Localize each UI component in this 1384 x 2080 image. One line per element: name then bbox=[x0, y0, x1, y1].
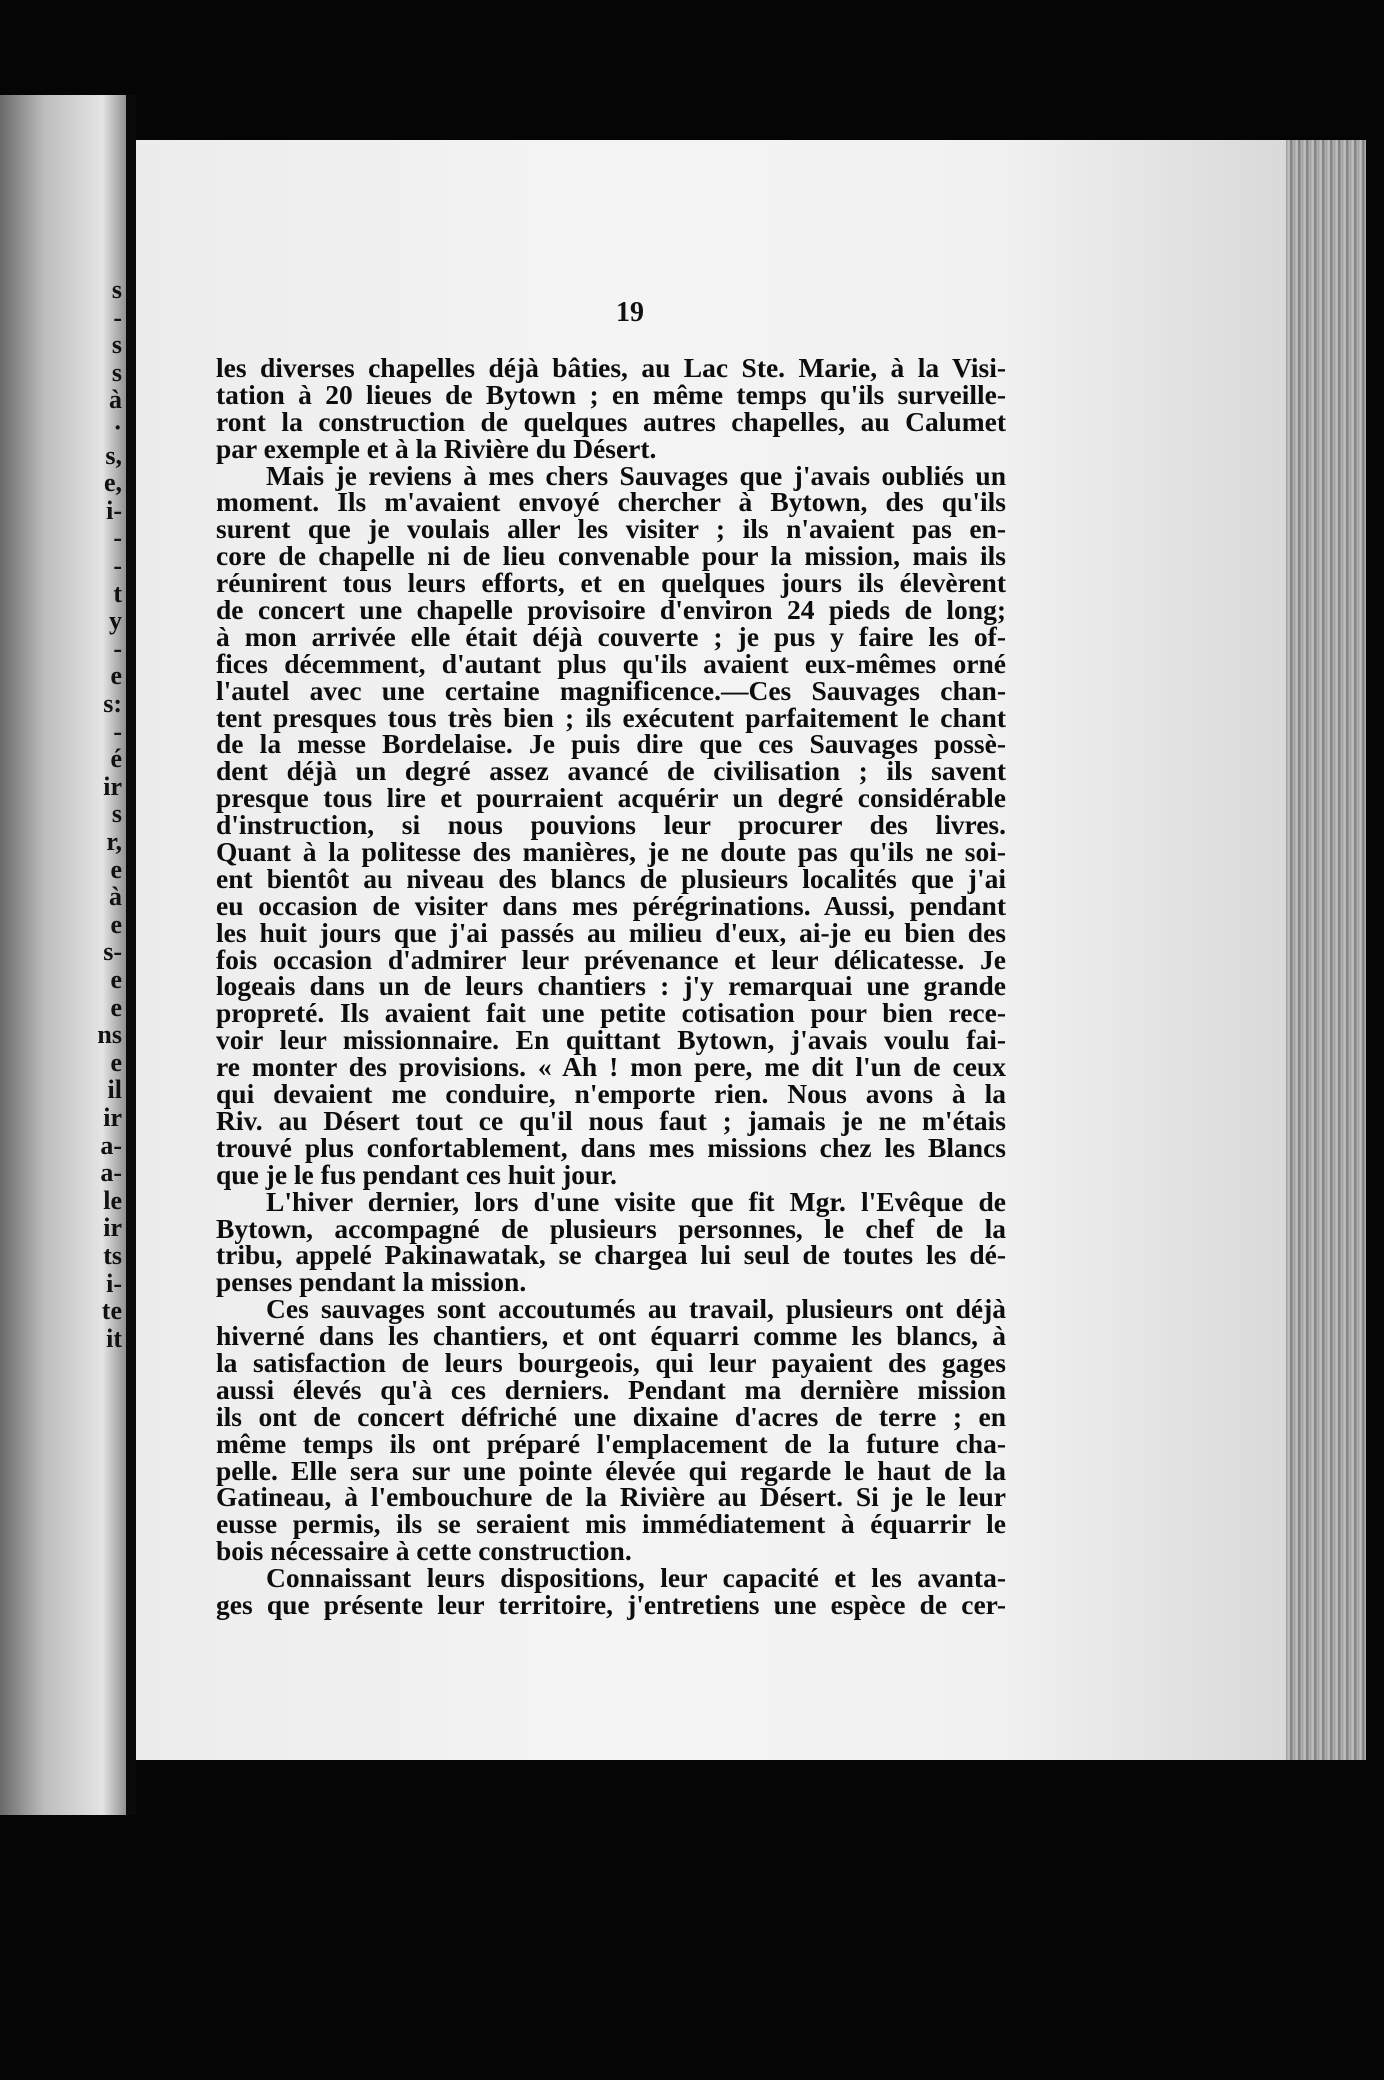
text-line: hiverné dans les chantiers, et ont équarri comme les blancs, à bbox=[216, 1320, 1006, 1352]
text-line: qui devaient me conduire, n'emporte rien. Nous avons à la bbox=[216, 1078, 1006, 1110]
text-line: les huit jours que j'ai passés au milieu d'eux, ai-je eu bien des bbox=[216, 916, 1006, 948]
text-line: ent bientôt au niveau des blancs de plusieurs localités que j'ai bbox=[216, 862, 1006, 894]
text-line: d'instruction, si nous pouvions leur procurer des livres. bbox=[216, 809, 1006, 841]
text-line: Riv. au Désert tout ce qu'il nous faut ; jamais je ne m'étais bbox=[216, 1104, 1006, 1136]
text-line: core de chapelle ni de lieu convenable pour la mission, mais ils bbox=[216, 540, 1006, 572]
text-line: surent que je voulais aller les visiter ; ils n'avaient pas en- bbox=[216, 513, 1006, 545]
left-page-fragment: it bbox=[106, 1323, 122, 1353]
left-page-fragment: ir bbox=[103, 1213, 122, 1243]
text-line: de concert une chapelle provisoire d'environ 24 pieds de long; bbox=[216, 594, 1006, 626]
left-page-fragment: à bbox=[109, 882, 122, 912]
left-page-fragment: ir bbox=[103, 771, 122, 801]
text-line: par exemple et à la Rivière du Désert. bbox=[216, 432, 657, 464]
left-page-fragment: y bbox=[109, 606, 122, 636]
text-line: bois nécessaire à cette construction. bbox=[216, 1535, 632, 1567]
left-page-fragment: ir bbox=[103, 1103, 122, 1132]
text-line: à mon arrivée elle était déjà couverte ; je pus y faire les of- bbox=[216, 620, 1006, 652]
text-line: la satisfaction de leurs bourgeois, qui leur payaient des gages bbox=[216, 1346, 1006, 1378]
text-line: Ces sauvages sont accoutumés au travail, plusieurs ont déjà bbox=[266, 1293, 1006, 1325]
left-page-fragment: e bbox=[110, 854, 122, 884]
left-page-fragment: - bbox=[113, 523, 122, 553]
left-page-fragment: é bbox=[110, 744, 122, 774]
text-line: eu occasion de visiter dans mes pérégrinations. Aussi, pendant bbox=[216, 889, 1006, 921]
text-line: réunirent tous leurs efforts, et en quelques jours ils élevèrent bbox=[216, 567, 1006, 599]
left-page-fragment: s bbox=[111, 275, 122, 304]
left-page-edge bbox=[0, 95, 128, 1815]
text-line: penses pendant la mission. bbox=[216, 1266, 527, 1298]
text-line: trouvé plus confortablement, dans mes missions chez les Blancs bbox=[216, 1131, 1006, 1163]
left-page-fragment: s- bbox=[103, 937, 122, 967]
text-line: Connaissant leurs dispositions, leur capacité et les avanta- bbox=[266, 1562, 1006, 1594]
left-page-fragment: e bbox=[110, 661, 122, 691]
left-page-fragment: - bbox=[113, 633, 122, 663]
text-line: Quant à la politesse des manières, je ne doute pas qu'ils ne soi- bbox=[216, 836, 1006, 868]
text-line: logeais dans un de leurs chantiers : j'y remarquai une grande bbox=[216, 970, 1006, 1002]
text-line: ront la construction de quelques autres chapelles, au Calumet bbox=[216, 405, 1006, 437]
text-line: Mais je reviens à mes chers Sauvages que j'avais oubliés un bbox=[266, 459, 1006, 491]
text-line: re monter des provisions. « Ah ! mon pere, me dit l'un de ceux bbox=[216, 1051, 1006, 1083]
left-page-fragment: - bbox=[113, 551, 122, 580]
text-line: que je le fus pendant ces huit jour. bbox=[216, 1158, 617, 1190]
left-page-fragment: e bbox=[110, 909, 122, 939]
left-page-fragment: s bbox=[111, 330, 122, 360]
left-page-fragment: a- bbox=[100, 1158, 122, 1188]
left-page-fragment: ns bbox=[97, 1020, 122, 1050]
left-page-fragment: - bbox=[113, 302, 122, 332]
text-line: Gatineau, à l'embouchure de la Rivière au Désert. Si je le leur bbox=[216, 1481, 1006, 1513]
text-line: fices décemment, d'autant plus qu'ils avaient eux-mêmes orné bbox=[216, 647, 1006, 679]
page-stack-edge bbox=[1286, 140, 1366, 1760]
page-number: 19 bbox=[616, 297, 644, 328]
left-page-fragment: a- bbox=[100, 1130, 122, 1160]
text-line: de la messe Bordelaise. Je puis dire que ces Sauvages possè- bbox=[216, 728, 1006, 760]
text-line: moment. Ils m'avaient envoyé chercher à Bytown, des qu'ils bbox=[216, 486, 1006, 518]
left-page-fragment: - bbox=[113, 716, 122, 746]
left-page-fragment: s: bbox=[103, 689, 122, 718]
text-line: tent presques tous très bien ; ils exécutent parfaitement le chant bbox=[216, 701, 1006, 733]
body-text bbox=[216, 352, 1006, 1620]
left-page-fragment: s bbox=[111, 799, 122, 829]
text-line: tation à 20 lieues de Bytown ; en même temps qu'ils surveille- bbox=[216, 378, 1006, 410]
text-line: les diverses chapelles déjà bâties, au Lac Ste. Marie, à la Visi- bbox=[216, 352, 1006, 383]
text-line: L'hiver dernier, lors d'une visite que fit Mgr. l'Evêque de bbox=[266, 1185, 1006, 1217]
text-line: eusse permis, ils se seraient mis immédiatement à équarrir le bbox=[216, 1508, 1006, 1540]
left-page-fragment: r, bbox=[106, 827, 122, 856]
text-line: presque tous lire et pourraient acquérir un degré considérable bbox=[216, 782, 1006, 814]
left-page-fragment: e bbox=[110, 965, 122, 994]
left-page-fragment: il bbox=[107, 1075, 122, 1105]
text-line: tribu, appelé Pakinawatak, se chargea lui seul de toutes les dé- bbox=[216, 1239, 1006, 1271]
left-page-fragment: i- bbox=[106, 495, 122, 525]
left-page-fragment: · bbox=[113, 413, 122, 442]
left-page-fragment: s, bbox=[105, 440, 122, 470]
text-line: voir leur missionnaire. En quittant Bytown, j'avais voulu fai- bbox=[216, 1024, 1006, 1056]
left-page-fragment: te bbox=[101, 1296, 122, 1326]
left-page-fragment: s bbox=[111, 357, 122, 387]
left-page-fragment: e, bbox=[103, 468, 122, 498]
text-line: aussi élevés qu'à ces derniers. Pendant ma dernière mission bbox=[216, 1373, 1006, 1405]
left-page-fragment: e bbox=[110, 1047, 122, 1077]
left-page-fragment: le bbox=[103, 1185, 122, 1215]
text-line: fois occasion d'admirer leur prévenance et leur délicatesse. Je bbox=[216, 943, 1006, 975]
left-page-fragment: t bbox=[113, 578, 122, 608]
left-page-fragment: à bbox=[109, 385, 122, 415]
left-page-fragment: e bbox=[110, 992, 122, 1022]
text-line: propreté. Ils avaient fait une petite cotisation pour bien rece- bbox=[216, 997, 1006, 1029]
left-page-fragment: i- bbox=[106, 1268, 122, 1298]
text-line: dent déjà un degré assez avancé de civilisation ; ils savent bbox=[216, 755, 1006, 787]
text-line: ges que présente leur territoire, j'entretiens une espèce de cer- bbox=[216, 1588, 1006, 1620]
text-line: même temps ils ont préparé l'emplacement de la future cha- bbox=[216, 1427, 1006, 1459]
text-line: pelle. Elle sera sur une pointe élevée qui regarde le haut de la bbox=[216, 1454, 1006, 1486]
book-gutter bbox=[126, 95, 136, 1815]
text-line: ils ont de concert défriché une dixaine d'acres de terre ; en bbox=[216, 1400, 1006, 1432]
text-line: l'autel avec une certaine magnificence.—Ces Sauvages chan- bbox=[216, 674, 1006, 706]
text-line: Bytown, accompagné de plusieurs personnes, le chef de la bbox=[216, 1212, 1006, 1244]
left-page-fragment: ts bbox=[103, 1241, 122, 1270]
